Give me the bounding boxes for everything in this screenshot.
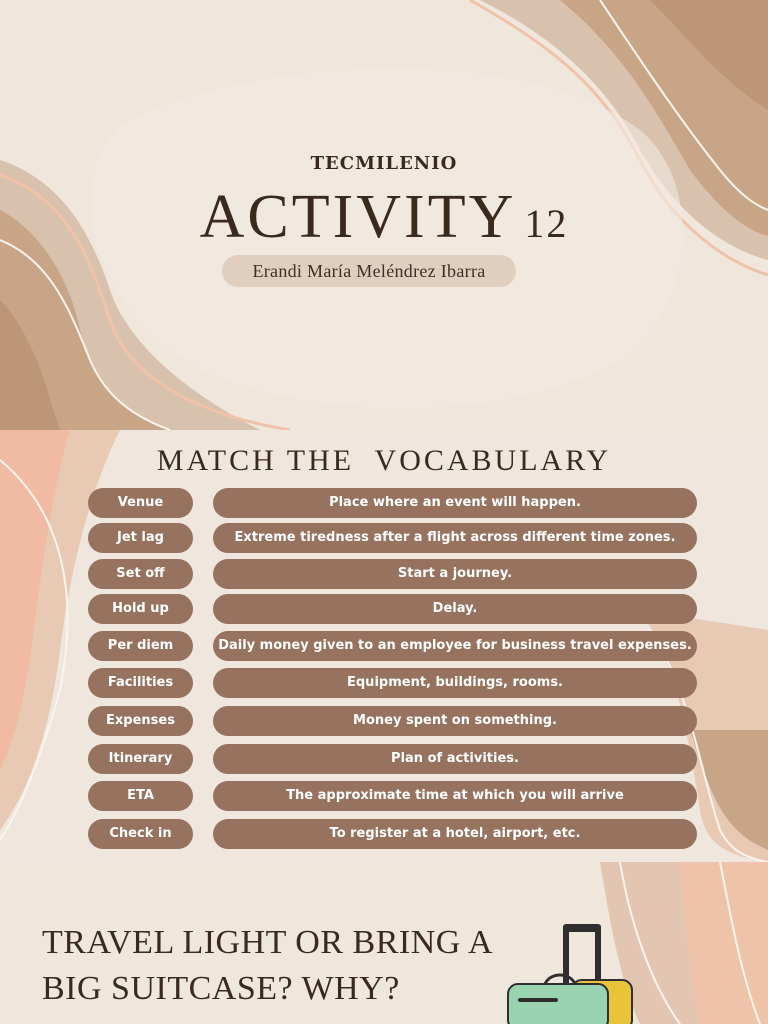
vocab-definition: Place where an event will happen.	[213, 488, 697, 518]
vocabulary-title: MATCH THE VOCABULARY	[156, 444, 612, 477]
activity-title-text: ACTIVITY	[199, 183, 517, 251]
activity-number: 12	[524, 201, 569, 246]
vocab-definition: Extreme tiredness after a flight across different time zones.	[213, 523, 697, 553]
vocab-term: Venue	[88, 488, 193, 518]
suitcase-illustration-icon	[500, 922, 640, 1024]
question-text	[42, 920, 493, 1012]
vocab-term: Expenses	[88, 706, 193, 736]
vocab-term: ETA	[88, 781, 193, 811]
question-line-2: BIG SUITCASE? WHY?	[42, 970, 400, 1007]
vocab-definition: To register at a hotel, airport, etc.	[213, 819, 697, 849]
vocab-definition: Delay.	[213, 594, 697, 624]
vocab-term: Set off	[88, 559, 193, 589]
cover-slide	[0, 0, 768, 430]
vocab-definition: Daily money given to an employee for business travel expenses.	[213, 631, 697, 661]
question-slide	[0, 862, 768, 1024]
activity-title	[0, 182, 768, 253]
vocab-term: Itinerary	[88, 744, 193, 774]
vocab-definition: Money spent on something.	[213, 706, 697, 736]
vocab-definition: The approximate time at which you will arrive	[213, 781, 697, 811]
vocab-term: Hold up	[88, 594, 193, 624]
vocab-definition: Start a journey.	[213, 559, 697, 589]
vocabulary-slide	[0, 430, 768, 862]
author-name: Erandi María Meléndrez Ibarra	[222, 255, 516, 287]
vocab-term: Per diem	[88, 631, 193, 661]
vocab-definition: Equipment, buildings, rooms.	[213, 668, 697, 698]
vocab-term: Facilities	[88, 668, 193, 698]
vocab-term: Check in	[88, 819, 193, 849]
question-line-1: TRAVEL LIGHT OR BRING A	[42, 924, 493, 961]
vocab-definition: Plan of activities.	[213, 744, 697, 774]
vocab-term: Jet lag	[88, 523, 193, 553]
brand-name: TECMILENIO	[310, 153, 458, 174]
